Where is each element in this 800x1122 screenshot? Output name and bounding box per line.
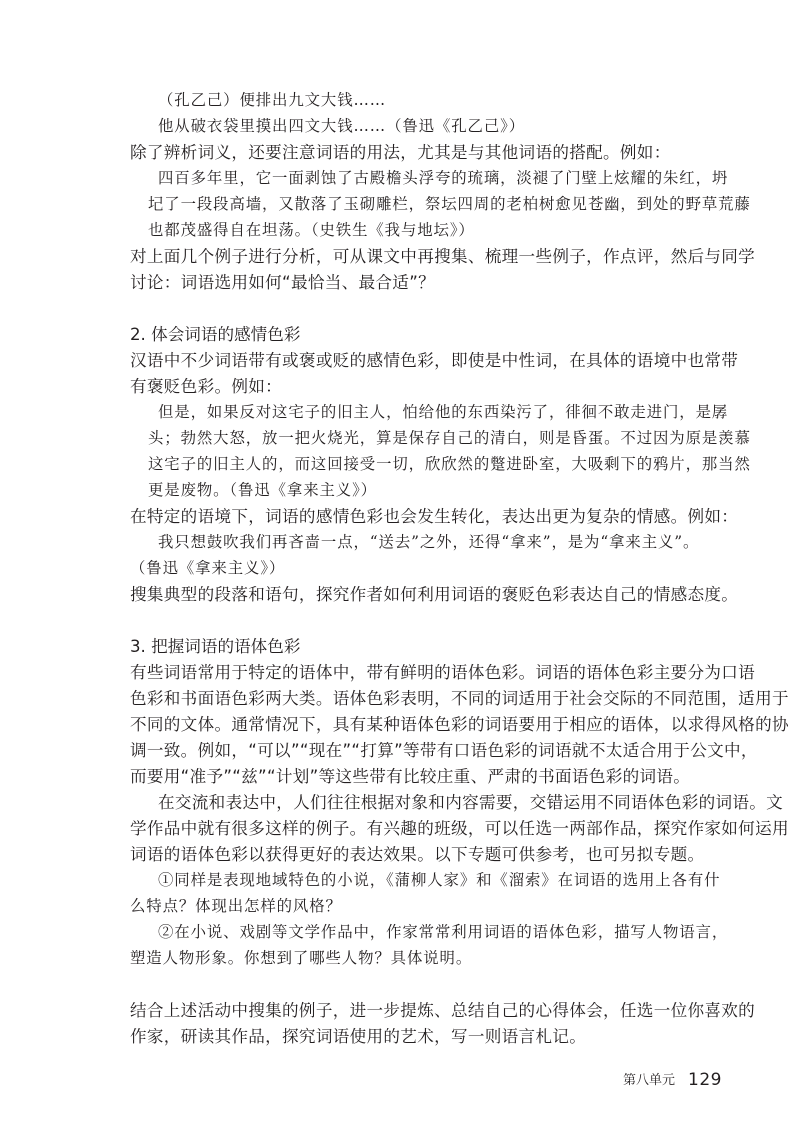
- quote-line: 么特点？体现出怎样的风格？: [130, 897, 342, 915]
- text-line: 有些词语常用于特定的语体中，带有鲜明的语体色彩。词语的语体色彩主要分为口语: [130, 663, 756, 682]
- quote-line: 这宅子的旧主人的，而这回接受一切，欣欣然的蹩进卧室，大吸剩下的鸦片，那当然: [148, 455, 751, 473]
- text-line: 结合上述活动中搜集的例子，进一步提炼、总结自己的心得体会，任选一位你喜欢的: [130, 1001, 756, 1020]
- quote-line: 圮了一段段高墙，又散落了玉砌雕栏，祭坛四周的老柏树愈见苍幽，到处的野草荒藤: [148, 195, 751, 213]
- quote-line: 我只想鼓吹我们再吝啬一点，“送去”之外，还得“拿来”，是为“拿来主义”。: [158, 533, 700, 551]
- page-number: 129: [688, 1070, 722, 1090]
- quote-line: 更是废物。（鲁迅《拿来主义》）: [148, 481, 377, 499]
- quote-line: ①同样是表现地域特色的小说，《蒲柳人家》和《溜索》在词语的选用上各有什: [158, 871, 721, 889]
- text-line: 不同的文体。通常情况下，具有某种语体色彩的词语要用于相应的语体，以求得风格的协: [130, 715, 789, 734]
- quote-line: 四百多年里，它一面剥蚀了古殿檐头浮夸的琉璃，淡褪了门壁上炫耀的朱红，坍: [158, 169, 729, 187]
- text-line: 在特定的语境下，词语的感情色彩也会发生转化，表达出更为复杂的情感。例如：: [130, 507, 739, 526]
- quote-line: （孔乙己）便排出九文大钱……: [158, 91, 387, 109]
- quote-line: ②在小说、戏剧等文学作品中，作家常常利用词语的语体色彩，描写人物语言，: [158, 923, 729, 941]
- text-line: 而要用“准予”“兹”“计划”等这些带有比较庄重、严肃的书面语色彩的词语。: [130, 767, 691, 786]
- quote-line: （鲁迅《拿来主义》）: [130, 559, 286, 577]
- text-line: 作家，研读其作品，探究词语使用的艺术，写一则语言札记。: [130, 1027, 587, 1046]
- quote-line: 他从破衣袋里摸出四文大钱……（鲁迅《孔乙己》）: [158, 117, 525, 135]
- footer-unit-label: 第八单元: [623, 1073, 676, 1088]
- text-line: 讨论：词语选用如何“最恰当、最合适”？: [130, 273, 435, 292]
- text-line: 对上面几个例子进行分析，可从课文中再搜集、梳理一些例子，作点评，然后与同学: [130, 247, 756, 266]
- text-line: 调一致。例如，“可以”“现在”“打算”等带有口语色彩的词语就不太适合用于公文中，: [130, 741, 758, 760]
- text-line: 搜集典型的段落和语句，探究作者如何利用词语的褒贬色彩表达自己的情感态度。: [130, 585, 739, 604]
- text-line: 色彩和书面语色彩两大类。语体色彩表明，不同的词适用于社会交际的不同范围，适用于: [130, 689, 789, 708]
- quote-line: 塑造人物形象。你想到了哪些人物？具体说明。: [130, 949, 473, 967]
- text-line: 有褒贬色彩。例如：: [130, 377, 283, 396]
- quote-line: 也都茂盛得自在坦荡。（史铁生《我与地坛》）: [148, 221, 475, 239]
- section-heading: 2. 体会词语的感情色彩: [130, 325, 301, 344]
- text-line: 在交流和表达中，人们往往根据对象和内容需要，交错运用不同语体色彩的词语。文: [158, 793, 784, 812]
- section-heading: 3. 把握词语的语体色彩: [130, 637, 301, 656]
- quote-line: 头；勃然大怒，放一把火烧光，算是保存自己的清白，则是昏蛋。不过因为原是羡慕: [148, 429, 751, 447]
- text-line: 汉语中不少词语带有或褒或贬的感情色彩，即使是中性词，在具体的语境中也常带: [130, 351, 739, 370]
- text-line: 词语的语体色彩以获得更好的表达效果。以下专题可供参考，也可另拟专题。: [130, 845, 705, 864]
- text-line: 学作品中就有很多这样的例子。有兴趣的班级，可以任选一两部作品，探究作家如何运用: [130, 819, 789, 838]
- text-line: 除了辨析词义，还要注意词语的用法，尤其是与其他词语的搭配。例如：: [130, 143, 671, 162]
- quote-line: 但是，如果反对这宅子的旧主人，怕给他的东西染污了，徘徊不敢走进门，是孱: [158, 403, 729, 421]
